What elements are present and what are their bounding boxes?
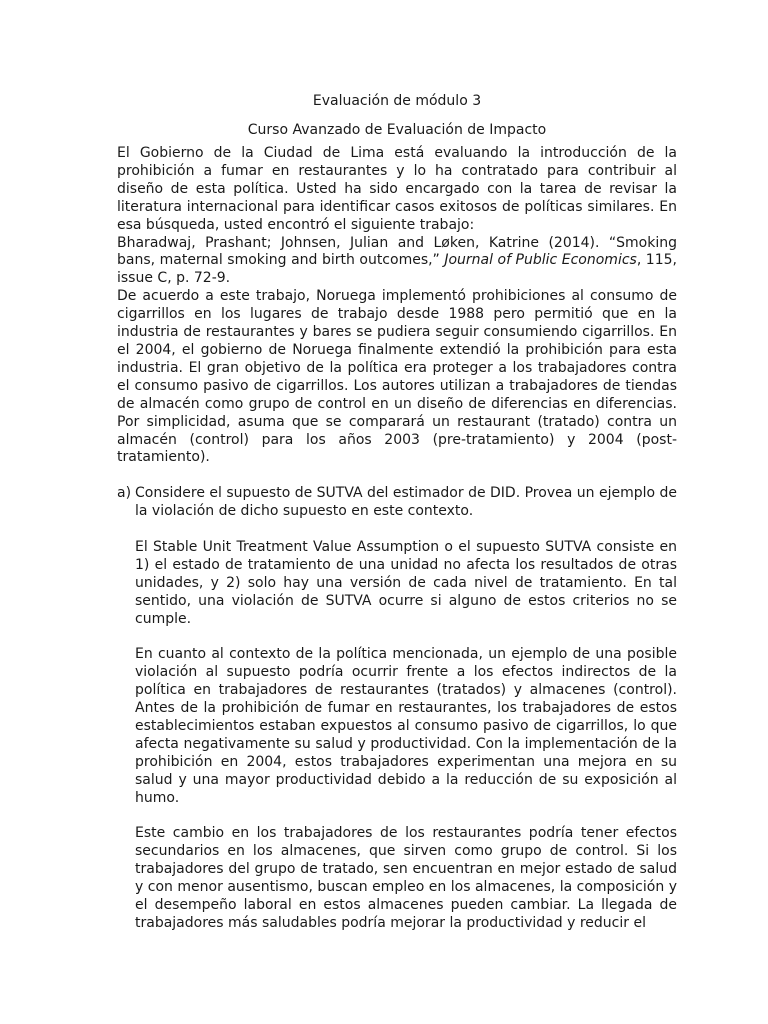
citation-authors: Bharadwaj, Prashant; Johnsen, Julian and Løken, Katrine (2014). “Smoking bans, maternal smoking and birth outcomes,” (117, 234, 677, 269)
spacer (135, 521, 677, 539)
spacer (135, 807, 677, 825)
question-a-text: Considere el supuesto de SUTVA del estimador de DID. Provea un ejemplo de la violación de dicho supuesto en este contexto. (135, 485, 677, 520)
citation-details: , 115, issue C, p. 72-9. (117, 252, 677, 287)
document-page (117, 89, 677, 933)
spacer (135, 628, 677, 646)
spacer (117, 467, 677, 485)
intro-paragraph (117, 145, 677, 235)
question-a-body (135, 485, 677, 933)
citation (117, 235, 677, 289)
question-a-label: a) (117, 485, 132, 502)
page-title: Evaluación de módulo 3 (312, 93, 482, 109)
citation-journal: Journal of Public Economics (444, 252, 637, 269)
answer-paragraph-3: Este cambio en los trabajadores de los restaurantes podría tener efectos secundarios en los almacenes, que sirven como grupo de control. Si los trabajadores del grupo de tratado, sen encuentran en mejor estado de salud y con menor ausentismo, buscan empleo en los almacenes, la composición y el desempeño laboral en estos almacenes pueden cambiar. La llegada de trabajadores más saludables podría mejorar la productividad y reducir el (135, 825, 677, 931)
page-subtitle: Curso Avanzado de Evaluación de Impacto (247, 122, 547, 138)
intro-text: El Gobierno de la Ciudad de Lima está evaluando la introducción de la prohibición a fumar en restaurantes y lo ha contratado para contribuir al diseño de esta política. Usted ha sido encargado con la tarea de revisar la literatura internacional para identificar casos exitosos de políticas similares. En esa búsqueda, usted encontró el siguiente trabajo: (117, 145, 677, 233)
answer-paragraph-1: El Stable Unit Treatment Value Assumption o el supuesto SUTVA consiste en 1) el estado de tratamiento de una unidad no afecta los resultados de otras unidades, y 2) solo hay una versión de cada nivel de tratamiento. En tal sentido, una violación de SUTVA ocurre si alguno de estos criterios no se cumple. (135, 538, 677, 627)
context-paragraph: De acuerdo a este trabajo, Noruega implementó prohibiciones al consumo de cigarrillos en los lugares de trabajo desde 1988 pero permitió que en la industria de restaurantes y bares se pudiera seguir consumiendo cigarrillos. En el 2004, el gobierno de Noruega finalmente extendió la prohibición para esta industria. El gran objetivo de la política era proteger a los trabajadores contra el consumo pasivo de cigarrillos. Los autores utilizan a trabajadores de tiendas de almacén como grupo de control en un diseño de diferencias en diferencias. Por simplicidad, asuma que se comparará un restaurant (tratado) contra un almacén (control) para los años 2003 (pre-tratamiento) y 2004 (post-tratamiento). (117, 288, 677, 466)
answer-paragraph-2: En cuanto al contexto de la política mencionada, un ejemplo de una posible violación al supuesto podría ocurrir frente a los efectos indirectos de la política en trabajadores de restaurantes (tratados) y almacenes (control). Antes de la prohibición de fumar en restaurantes, los trabajadores de estos establecimientos estaban expuestos al consumo pasivo de cigarrillos, lo que afecta negativamente su salud y productividad. Con la implementación de la prohibición en 2004, estos trabajadores experimentan una mejora en su salud y una mayor productividad debido a la reducción de su exposición al humo. (135, 646, 677, 806)
question-a (117, 485, 677, 933)
